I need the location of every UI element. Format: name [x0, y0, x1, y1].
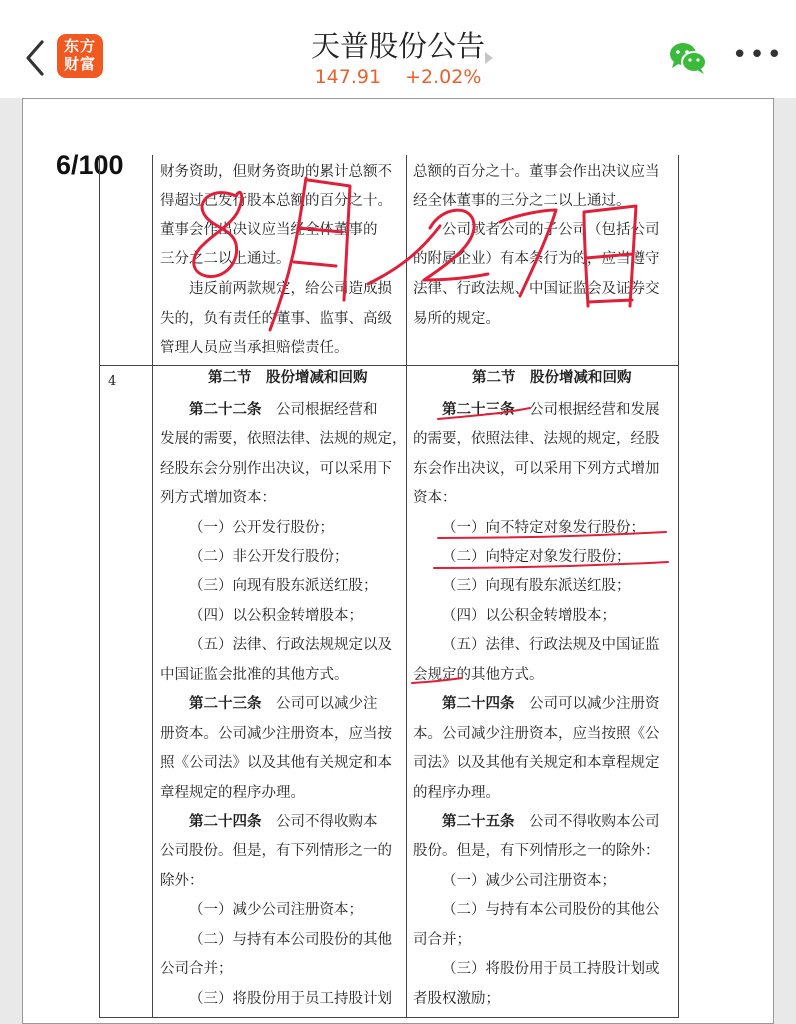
- article-text: （二）非公开发行股份；: [189, 549, 349, 565]
- article-text: 章程规定的程序办理。: [160, 785, 305, 801]
- wechat-icon[interactable]: [668, 41, 708, 75]
- text-line: [160, 488, 276, 508]
- article-text: 股份。但是，有下列情形之一的除外：: [413, 843, 660, 859]
- article-number: 第二十四条: [189, 813, 262, 830]
- article-text: （一）减少公司注册资本；: [189, 902, 363, 918]
- article-text: 公司可以减少注: [261, 696, 378, 712]
- text-line: 失的，负有责任的董事、监事、高级: [160, 311, 392, 327]
- article-text: （一）减少公司注册资本；: [442, 873, 616, 889]
- text-line: [189, 930, 392, 950]
- text-line: [413, 459, 660, 479]
- article-text: 经股东会分别作出决议，可以采用下: [160, 461, 392, 477]
- text-line: [160, 429, 407, 449]
- article-text: 公司根据经营和发展: [514, 402, 660, 418]
- text-line: [189, 900, 363, 920]
- article-text: 公司可以减少注册资: [514, 696, 660, 712]
- article-text: 公司不得收购本公司: [514, 814, 660, 830]
- text-line: [189, 576, 378, 596]
- article-text: （三）向现有股东派送红股；: [189, 578, 378, 594]
- text-line: [442, 900, 660, 920]
- article-text: 发展的需要，依照法律、法规的规定，: [160, 431, 407, 447]
- text-line: [160, 724, 392, 744]
- article-text: （二）与持有本公司股份的其他公: [442, 902, 660, 918]
- article-number: 第二十四条: [442, 695, 515, 712]
- article-text: 照《公司法》以及其他有关规定和本: [160, 755, 392, 771]
- text-line: 财务资助，但财务资助的累计总额不: [160, 164, 392, 180]
- section-title-original: 第二节 股份增减和回购: [208, 369, 368, 386]
- text-line: 经全体董事的三分之二以上通过。: [413, 193, 631, 209]
- comparison-table: [99, 155, 679, 1018]
- text-line: [160, 783, 305, 803]
- text-line: [189, 547, 349, 567]
- text-line: [413, 724, 660, 744]
- text-line: [442, 547, 631, 567]
- text-line: [442, 576, 631, 596]
- text-line: [160, 459, 392, 479]
- stock-price: 147.91: [314, 66, 382, 88]
- text-line: [189, 400, 378, 420]
- text-line: 易所的规定。: [413, 311, 500, 327]
- text-line: 总额的百分之十。董事会作出决议应当: [413, 164, 660, 180]
- text-line: [442, 518, 645, 538]
- article-text: 东会作出决议，可以采用下列方式增加: [413, 461, 660, 477]
- text-line: [442, 635, 660, 655]
- text-line: [160, 871, 204, 891]
- text-line: [413, 665, 544, 685]
- article-text: 司法》以及其他有关规定和本章程规定: [413, 755, 660, 771]
- text-line: [413, 783, 500, 803]
- article-text: 的需要，依照法律、法规的规定，经股: [413, 431, 660, 447]
- article-text: 册资本。公司减少注册资本，应当按: [160, 726, 392, 742]
- article-text: （五）法律、行政法规规定以及: [189, 637, 392, 653]
- text-line: 法律、行政法规、中国证监会及证券交: [413, 281, 660, 297]
- table-row-number: 4: [108, 374, 117, 389]
- article-text: （三）将股份用于员工持股计划: [189, 991, 392, 1007]
- article-text: 公司不得收购本: [261, 814, 378, 830]
- article-text: （三）将股份用于员工持股计划或: [442, 961, 660, 977]
- article-text: （三）向现有股东派送红股；: [442, 578, 631, 594]
- text-line: [413, 753, 660, 773]
- article-text: （一）向不特定对象发行股份；: [442, 520, 645, 536]
- article-number: 第二十三条: [189, 695, 262, 712]
- article-text: 公司股份。但是，有下列情形之一的: [160, 843, 392, 859]
- article-text: 者股权激励；: [413, 991, 500, 1007]
- article-text: （四）以公积金转增股本；: [189, 608, 363, 624]
- article-text: 司合并；: [413, 932, 471, 948]
- text-line: [189, 518, 334, 538]
- article-text: （四）以公积金转增股本；: [442, 608, 616, 624]
- table-col-number: [100, 155, 153, 1017]
- table-row-divider: [100, 365, 678, 366]
- text-line: [413, 989, 500, 1009]
- article-text: （二）向特定对象发行股份；: [442, 549, 631, 565]
- article-text: 除外：: [160, 873, 204, 889]
- stock-change: +2.02%: [405, 66, 482, 88]
- text-line: [189, 694, 378, 714]
- text-line: [189, 812, 378, 832]
- text-line: 董事会作出决议应当经全体董事的: [160, 222, 378, 238]
- text-line: 管理人员应当承担赔偿责任。: [160, 340, 349, 356]
- more-icon[interactable]: •••: [732, 40, 785, 70]
- text-line: [160, 959, 233, 979]
- logo-line-2: 财富: [63, 55, 96, 73]
- article-text: 的程序办理。: [413, 785, 500, 801]
- text-line: [442, 871, 616, 891]
- text-line: [413, 488, 457, 508]
- article-text: 本。公司减少注册资本，应当按照《公: [413, 726, 660, 742]
- page-counter: 6/100: [56, 150, 124, 180]
- text-line: [189, 635, 392, 655]
- text-line: [442, 400, 660, 420]
- article-text: 资本：: [413, 490, 457, 506]
- article-text: 公司合并；: [160, 961, 233, 977]
- text-line: [160, 841, 392, 861]
- text-line: [442, 606, 616, 626]
- text-line: [160, 665, 349, 685]
- article-text: 列方式增加资本：: [160, 490, 276, 506]
- article-number: 第二十五条: [442, 813, 515, 830]
- article-text: 中国证监会批准的其他方式。: [160, 667, 349, 683]
- text-line: 违反前两款规定，给公司造成损: [189, 281, 392, 297]
- app-header: [0, 0, 796, 98]
- article-text: 公司根据经营和: [261, 402, 378, 418]
- article-text: （二）与持有本公司股份的其他: [189, 932, 392, 948]
- text-line: [413, 930, 471, 950]
- article-text: （一）公开发行股份；: [189, 520, 334, 536]
- text-line: [189, 989, 392, 1009]
- text-line: [160, 753, 392, 773]
- text-line: 三分之二以上通过。: [160, 251, 291, 267]
- text-line: 得超过已发行股本总额的百分之十。: [160, 193, 392, 209]
- text-line: 的附属企业）有本条行为的，应当遵守: [413, 251, 660, 267]
- article-number: 第二十二条: [189, 401, 262, 418]
- text-line: [442, 694, 660, 714]
- text-line: [413, 429, 660, 449]
- text-line: [442, 959, 660, 979]
- article-number: 第二十三条: [442, 401, 515, 418]
- play-triangle-icon: [485, 52, 493, 64]
- text-line: [442, 812, 660, 832]
- page-title: 天普股份公告: [310, 29, 485, 63]
- text-line: [189, 606, 363, 626]
- article-text: （五）法律、行政法规及中国证监: [442, 637, 660, 653]
- text-line: 公司或者公司的子公司（包括公司: [442, 222, 660, 238]
- article-text: 会规定的其他方式。: [413, 667, 544, 683]
- text-line: [413, 841, 660, 861]
- section-title-revised: 第二节 股份增减和回购: [472, 369, 632, 386]
- logo-line-1: 东方: [63, 37, 96, 55]
